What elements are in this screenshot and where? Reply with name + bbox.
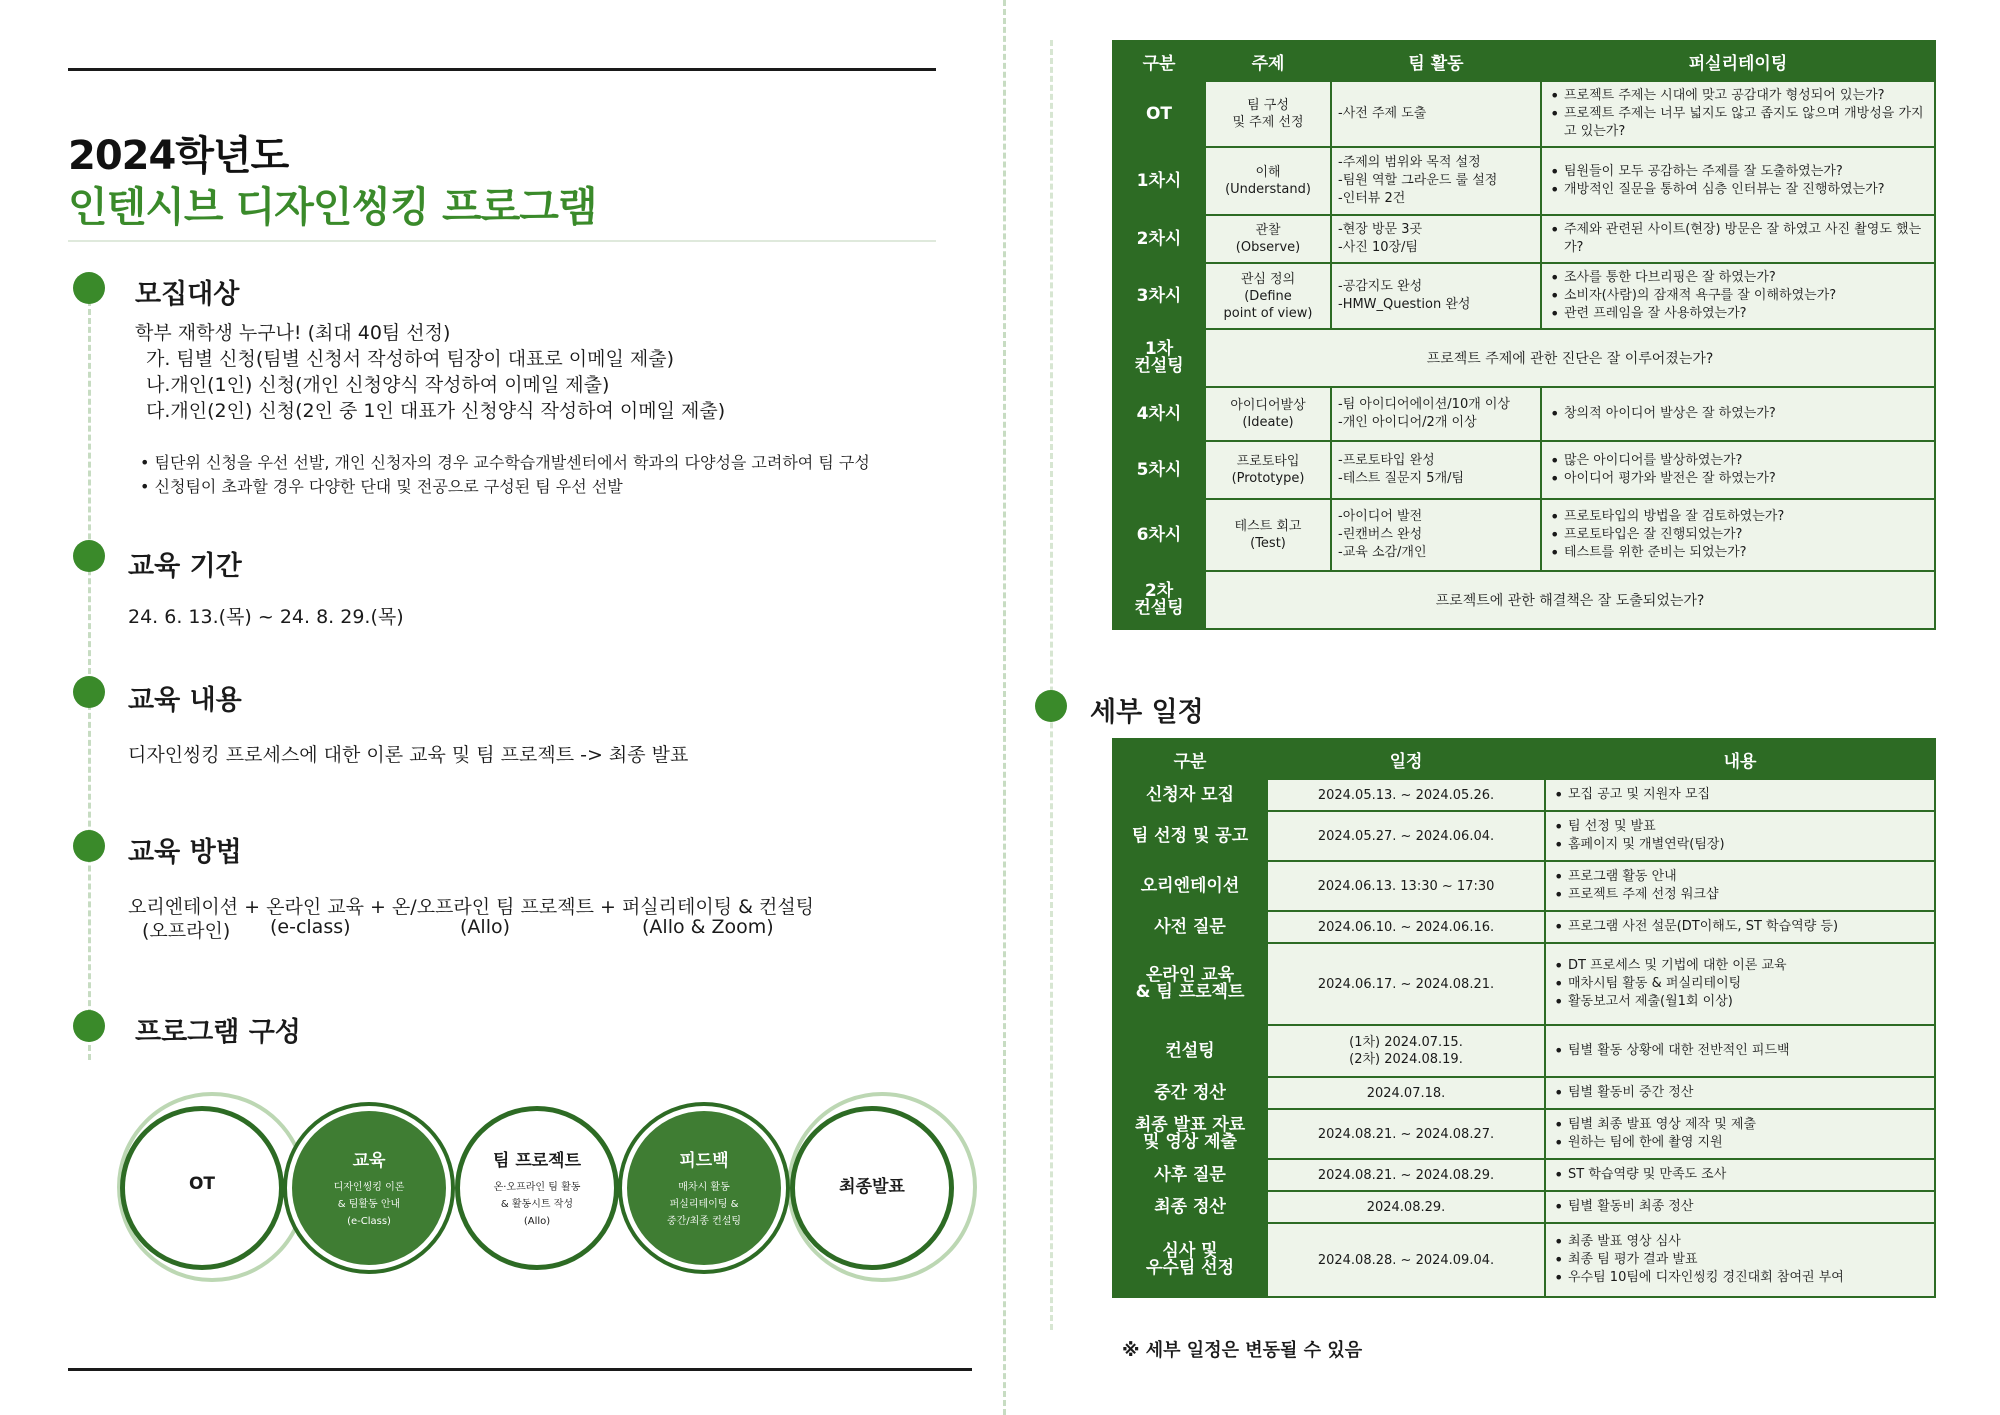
row-content: [1545, 1223, 1935, 1297]
activity-item: -현장 방문 3곳: [1338, 222, 1423, 237]
title-divider: [68, 240, 936, 242]
recruit-bullet: • 팀단위 신청을 우선 선발, 개인 신청자의 경우 교수학습개발센터에서 학과의 다양성을 고려하여 팀 구성: [140, 453, 870, 472]
row-topic: 아이디어발상 (Ideate): [1205, 387, 1331, 441]
section-heading-structure: 프로그램 구성: [135, 1017, 301, 1048]
row-topic: 이해 (Understand): [1205, 147, 1331, 215]
table-row: [1113, 1077, 1935, 1109]
row-date: 2024.07.18.: [1267, 1077, 1545, 1109]
row-date: 2024.06.10. ~ 2024.06.16.: [1267, 911, 1545, 943]
section-dot: [73, 830, 105, 862]
row-topic: 관심 정의 (Define point of view): [1205, 263, 1331, 329]
column-header: 구분: [1113, 41, 1205, 81]
bullet-item: • 원하는 팀에 한에 촬영 지원: [1552, 1134, 1928, 1152]
activity-item: -인터뷰 2건: [1338, 191, 1406, 206]
row-span-cell: 프로젝트에 관한 해결책은 잘 도출되었는가?: [1205, 571, 1935, 629]
bullet-list: [1548, 405, 1928, 423]
row-date: 2024.06.13. 13:30 ~ 17:30: [1267, 861, 1545, 911]
bullet-item: • 홈페이지 및 개별연락(팀장): [1552, 836, 1928, 854]
bullet-item: • 프로토타입의 방법을 잘 검토하였는가?: [1548, 508, 1928, 526]
row-label: 최종 발표 자료 및 영상 제출: [1113, 1109, 1267, 1159]
bullet-item: • ST 학습역량 및 만족도 조사: [1552, 1166, 1928, 1184]
bullet-item: • 프로그램 사전 설문(DT이해도, ST 학습역량 등): [1552, 918, 1928, 936]
table-row: [1113, 329, 1935, 387]
activity-list: [1338, 452, 1534, 488]
column-header: 내용: [1545, 739, 1935, 779]
row-label: 1차시: [1113, 147, 1205, 215]
bullet-list: [1552, 868, 1928, 904]
step-circle-team-project: 팀 프로젝트 온·오프라인 팀 활동 & 활동시트 작성 (Allo): [455, 1106, 619, 1270]
table-row: [1113, 387, 1935, 441]
row-content: [1545, 1159, 1935, 1191]
bullet-list: [1548, 163, 1928, 199]
table-row: [1113, 911, 1935, 943]
activity-list: [1338, 154, 1534, 208]
row-activity: [1331, 387, 1541, 441]
row-facilitating: [1541, 387, 1935, 441]
method-sub: (Allo): [460, 916, 511, 938]
bottom-rule: [68, 1368, 972, 1371]
method-sub: (오프라인): [142, 920, 231, 942]
row-date: 2024.05.13. ~ 2024.05.26.: [1267, 779, 1545, 811]
table-row: [1113, 779, 1935, 811]
period-text: 24. 6. 13.(목) ~ 24. 8. 29.(목): [128, 606, 404, 628]
row-content: [1545, 1109, 1935, 1159]
row-label: 팀 선정 및 공고: [1113, 811, 1267, 861]
section-dot: [73, 676, 105, 708]
row-date: 2024.05.27. ~ 2024.06.04.: [1267, 811, 1545, 861]
method-sub: (Allo & Zoom): [642, 916, 774, 938]
row-label: 2차시: [1113, 215, 1205, 263]
section-dot: [73, 1010, 105, 1042]
activity-item: -린캔버스 완성: [1338, 527, 1423, 542]
row-label: 5차시: [1113, 441, 1205, 499]
section-heading-period: 교육 기간: [128, 551, 242, 582]
row-content: [1545, 779, 1935, 811]
activity-item: -사전 주제 도출: [1338, 106, 1427, 121]
top-rule: [68, 68, 936, 71]
bullet-list: [1552, 1042, 1928, 1060]
table-row: [1113, 1159, 1935, 1191]
table-row: [1113, 81, 1935, 147]
bullet-item: • 개방적인 질문을 통하여 심층 인터뷰는 잘 진행하였는가?: [1548, 181, 1928, 199]
row-label: 사전 질문: [1113, 911, 1267, 943]
step-circle-feedback: 피드백 매차시 활동 퍼실리테이팅 & 중간/최종 컨설팅: [622, 1106, 786, 1270]
section-dot: [73, 272, 105, 304]
section-heading-method: 교육 방법: [128, 837, 242, 868]
bullet-item: • 팀별 활동비 최종 정산: [1552, 1198, 1928, 1216]
table-row: [1113, 147, 1935, 215]
row-label: 최종 정산: [1113, 1191, 1267, 1223]
column-header: 일정: [1267, 739, 1545, 779]
row-facilitating: [1541, 263, 1935, 329]
section-heading-schedule: 세부 일정: [1090, 697, 1204, 728]
table-row: [1113, 263, 1935, 329]
row-label: 중간 정산: [1113, 1077, 1267, 1109]
bullet-item: • 주제와 관련된 사이트(현장) 방문은 잘 하였고 사진 촬영도 했는가?: [1548, 221, 1928, 257]
activity-item: -교육 소감/개인: [1338, 545, 1427, 560]
column-header: 구분: [1113, 739, 1267, 779]
row-label: 6차시: [1113, 499, 1205, 571]
section-dot: [1035, 690, 1067, 722]
row-date: 2024.08.21. ~ 2024.08.27.: [1267, 1109, 1545, 1159]
bullet-item: • 관련 프레임을 잘 사용하였는가?: [1548, 305, 1928, 323]
activity-list: [1338, 396, 1534, 432]
bullet-list: [1552, 1166, 1928, 1184]
activity-item: -공감지도 완성: [1338, 279, 1423, 294]
bullet-list: [1548, 269, 1928, 323]
bullet-item: • 많은 아이디어를 발상하였는가?: [1548, 452, 1928, 470]
activity-item: -팀 아이디어에이션/10개 이상: [1338, 397, 1511, 412]
page-title: 인텐시브 디자인씽킹 프로그램: [68, 183, 597, 231]
bullet-item: • 프로젝트 주제는 너무 넓지도 않고 좁지도 않으며 개방성을 가지고 있는가?: [1548, 105, 1928, 141]
row-topic: 팀 구성 및 주제 선정: [1205, 81, 1331, 147]
bullet-item: • 매차시팀 활동 & 퍼실리테이팅: [1552, 975, 1928, 993]
bullet-item: • 소비자(사람)의 잠재적 욕구를 잘 이해하였는가?: [1548, 287, 1928, 305]
row-content: [1545, 943, 1935, 1025]
activity-item: -주제의 범위와 목적 설정: [1338, 155, 1481, 170]
bullet-item: • 아이디어 평가와 발전은 잘 하였는가?: [1548, 470, 1928, 488]
activity-item: -개인 아이디어/2개 이상: [1338, 415, 1477, 430]
row-label: 신청자 모집: [1113, 779, 1267, 811]
bullet-item: • 조사를 통한 다브리핑은 잘 하였는가?: [1548, 269, 1928, 287]
recruit-line: 다.개인(2인) 신청(2인 중 1인 대표가 신청양식 작성하여 이메일 제출): [146, 400, 726, 422]
bullet-list: [1552, 1116, 1928, 1152]
row-content: [1545, 811, 1935, 861]
bullet-item: • 팀별 활동비 중간 정산: [1552, 1084, 1928, 1102]
page-divider: [1003, 0, 1006, 1415]
activity-item: -HMW_Question 완성: [1338, 297, 1471, 312]
bullet-item: • 활동보고서 제출(월1회 이상): [1552, 993, 1928, 1011]
row-label: 오리엔테이션: [1113, 861, 1267, 911]
content-text: 디자인씽킹 프로세스에 대한 이론 교육 및 팀 프로젝트 -> 최종 발표: [128, 744, 689, 766]
right-timeline: [1050, 40, 1053, 1330]
bullet-list: [1552, 786, 1928, 804]
table-row: [1113, 861, 1935, 911]
bullet-list: [1548, 87, 1928, 141]
bullet-item: • 프로토타입은 잘 진행되었는가?: [1548, 526, 1928, 544]
activity-list: [1338, 105, 1534, 123]
bullet-item: • 테스트를 위한 준비는 되었는가?: [1548, 544, 1928, 562]
row-label: 온라인 교육 & 팀 프로젝트: [1113, 943, 1267, 1025]
title-year: 2024학년도: [68, 133, 289, 179]
bullet-item: • 창의적 아이디어 발상은 잘 하였는가?: [1548, 405, 1928, 423]
recruit-bullet: • 신청팀이 초과할 경우 다양한 단대 및 전공으로 구성된 팀 우선 선발: [140, 477, 623, 496]
bullet-list: [1552, 957, 1928, 1011]
bullet-list: [1548, 508, 1928, 562]
row-activity: [1331, 263, 1541, 329]
row-label: 컨설팅: [1113, 1025, 1267, 1077]
recruit-line: 학부 재학생 누구나! (최대 40팀 선정): [135, 322, 451, 344]
bullet-item: • 최종 팀 평가 결과 발표: [1552, 1251, 1928, 1269]
row-content: [1545, 1191, 1935, 1223]
row-content: [1545, 911, 1935, 943]
column-header: 주제: [1205, 41, 1331, 81]
bullet-list: [1548, 221, 1928, 257]
bullet-item: • 프로젝트 주제 선정 워크샵: [1552, 886, 1928, 904]
row-activity: [1331, 215, 1541, 263]
column-header: 팀 활동: [1331, 41, 1541, 81]
table-row: [1113, 215, 1935, 263]
section-heading-recruit: 모집대상: [135, 279, 240, 310]
row-date: 2024.08.21. ~ 2024.08.29.: [1267, 1159, 1545, 1191]
step-circle-education: 교육 디자인씽킹 이론 & 팀활동 안내 (e-Class): [287, 1106, 451, 1270]
table-row: [1113, 571, 1935, 629]
row-date: 2024.08.28. ~ 2024.09.04.: [1267, 1223, 1545, 1297]
row-topic: 테스트 회고 (Test): [1205, 499, 1331, 571]
table-row: [1113, 811, 1935, 861]
step-circle-final: 최종발표: [790, 1106, 954, 1270]
bullet-item: • 팀원들이 모두 공감하는 주제를 잘 도출하였는가?: [1548, 163, 1928, 181]
row-activity: [1331, 499, 1541, 571]
row-label: 4차시: [1113, 387, 1205, 441]
table-row: [1113, 1109, 1935, 1159]
bullet-item: • 프로그램 활동 안내: [1552, 868, 1928, 886]
section-dot: [73, 540, 105, 572]
column-header: 퍼실리테이팅: [1541, 41, 1935, 81]
row-topic: 관찰 (Observe): [1205, 215, 1331, 263]
activity-list: [1338, 278, 1534, 314]
bullet-item: • 프로젝트 주제는 시대에 맞고 공감대가 형성되어 있는가?: [1548, 87, 1928, 105]
bullet-list: [1548, 452, 1928, 488]
bullet-item: • 팀별 최종 발표 영상 제작 및 제출: [1552, 1116, 1928, 1134]
row-date: (1차) 2024.07.15. (2차) 2024.08.19.: [1267, 1025, 1545, 1077]
row-facilitating: [1541, 215, 1935, 263]
row-label: 사후 질문: [1113, 1159, 1267, 1191]
section-heading-content: 교육 내용: [128, 685, 242, 716]
row-topic: 프로토타입 (Prototype): [1205, 441, 1331, 499]
table-row: [1113, 1191, 1935, 1223]
table-header-row: [1113, 41, 1935, 81]
bullet-list: [1552, 1233, 1928, 1287]
activity-list: [1338, 508, 1534, 562]
row-label: 3차시: [1113, 263, 1205, 329]
table-row: [1113, 441, 1935, 499]
activity-item: -프로토타입 완성: [1338, 453, 1435, 468]
bullet-list: [1552, 1084, 1928, 1102]
bullet-list: [1552, 1198, 1928, 1216]
row-label: 심사 및 우수팀 선정: [1113, 1223, 1267, 1297]
row-facilitating: [1541, 147, 1935, 215]
table-header-row: [1113, 739, 1935, 779]
bullet-item: • 팀 선정 및 발표: [1552, 818, 1928, 836]
step-circle-ot: OT: [120, 1106, 284, 1270]
activity-list: [1338, 221, 1534, 257]
recruit-line: 가. 팀별 신청(팀별 신청서 작성하여 팀장이 대표로 이메일 제출): [146, 348, 675, 370]
row-content: [1545, 1077, 1935, 1109]
row-activity: [1331, 441, 1541, 499]
table-row: [1113, 943, 1935, 1025]
row-content: [1545, 861, 1935, 911]
method-sub: (e-class): [270, 916, 351, 938]
bullet-item: • DT 프로세스 및 기법에 대한 이론 교육: [1552, 957, 1928, 975]
activity-item: -팀원 역할 그라운드 룰 설정: [1338, 173, 1498, 188]
row-label: OT: [1113, 81, 1205, 147]
row-activity: [1331, 81, 1541, 147]
bullet-item: • 우수팀 10팀에 디자인씽킹 경진대회 참여권 부여: [1552, 1269, 1928, 1287]
bullet-list: [1552, 818, 1928, 854]
row-content: [1545, 1025, 1935, 1077]
activity-item: -사진 10장/팀: [1338, 240, 1418, 255]
method-text: 오리엔테이션 + 온라인 교육 + 온/오프라인 팀 프로젝트 + 퍼실리테이팅 & 컨설팅: [128, 896, 815, 918]
table-row: [1113, 1223, 1935, 1297]
row-date: 2024.06.17. ~ 2024.08.21.: [1267, 943, 1545, 1025]
schedule-table: [1112, 738, 1936, 1298]
bullet-item: • 팀별 활동 상황에 대한 전반적인 피드백: [1552, 1042, 1928, 1060]
bullet-item: • 최종 발표 영상 심사: [1552, 1233, 1928, 1251]
recruit-line: 나.개인(1인) 신청(개인 신청양식 작성하여 이메일 제출): [146, 374, 610, 396]
bullet-list: [1552, 918, 1928, 936]
row-label: 2차 컨설팅: [1113, 571, 1205, 629]
row-activity: [1331, 147, 1541, 215]
table-row: [1113, 499, 1935, 571]
row-facilitating: [1541, 499, 1935, 571]
table-row: [1113, 1025, 1935, 1077]
row-date: 2024.08.29.: [1267, 1191, 1545, 1223]
activity-item: -테스트 질문지 5개/팀: [1338, 471, 1465, 486]
program-table: [1112, 40, 1936, 630]
row-span-cell: 프로젝트 주제에 관한 진단은 잘 이루어졌는가?: [1205, 329, 1935, 387]
bullet-item: • 모집 공고 및 지원자 모집: [1552, 786, 1928, 804]
schedule-note: ※ 세부 일정은 변동될 수 있음: [1122, 1340, 1363, 1361]
row-facilitating: [1541, 441, 1935, 499]
row-facilitating: [1541, 81, 1935, 147]
activity-item: -아이디어 발전: [1338, 509, 1423, 524]
row-label: 1차 컨설팅: [1113, 329, 1205, 387]
